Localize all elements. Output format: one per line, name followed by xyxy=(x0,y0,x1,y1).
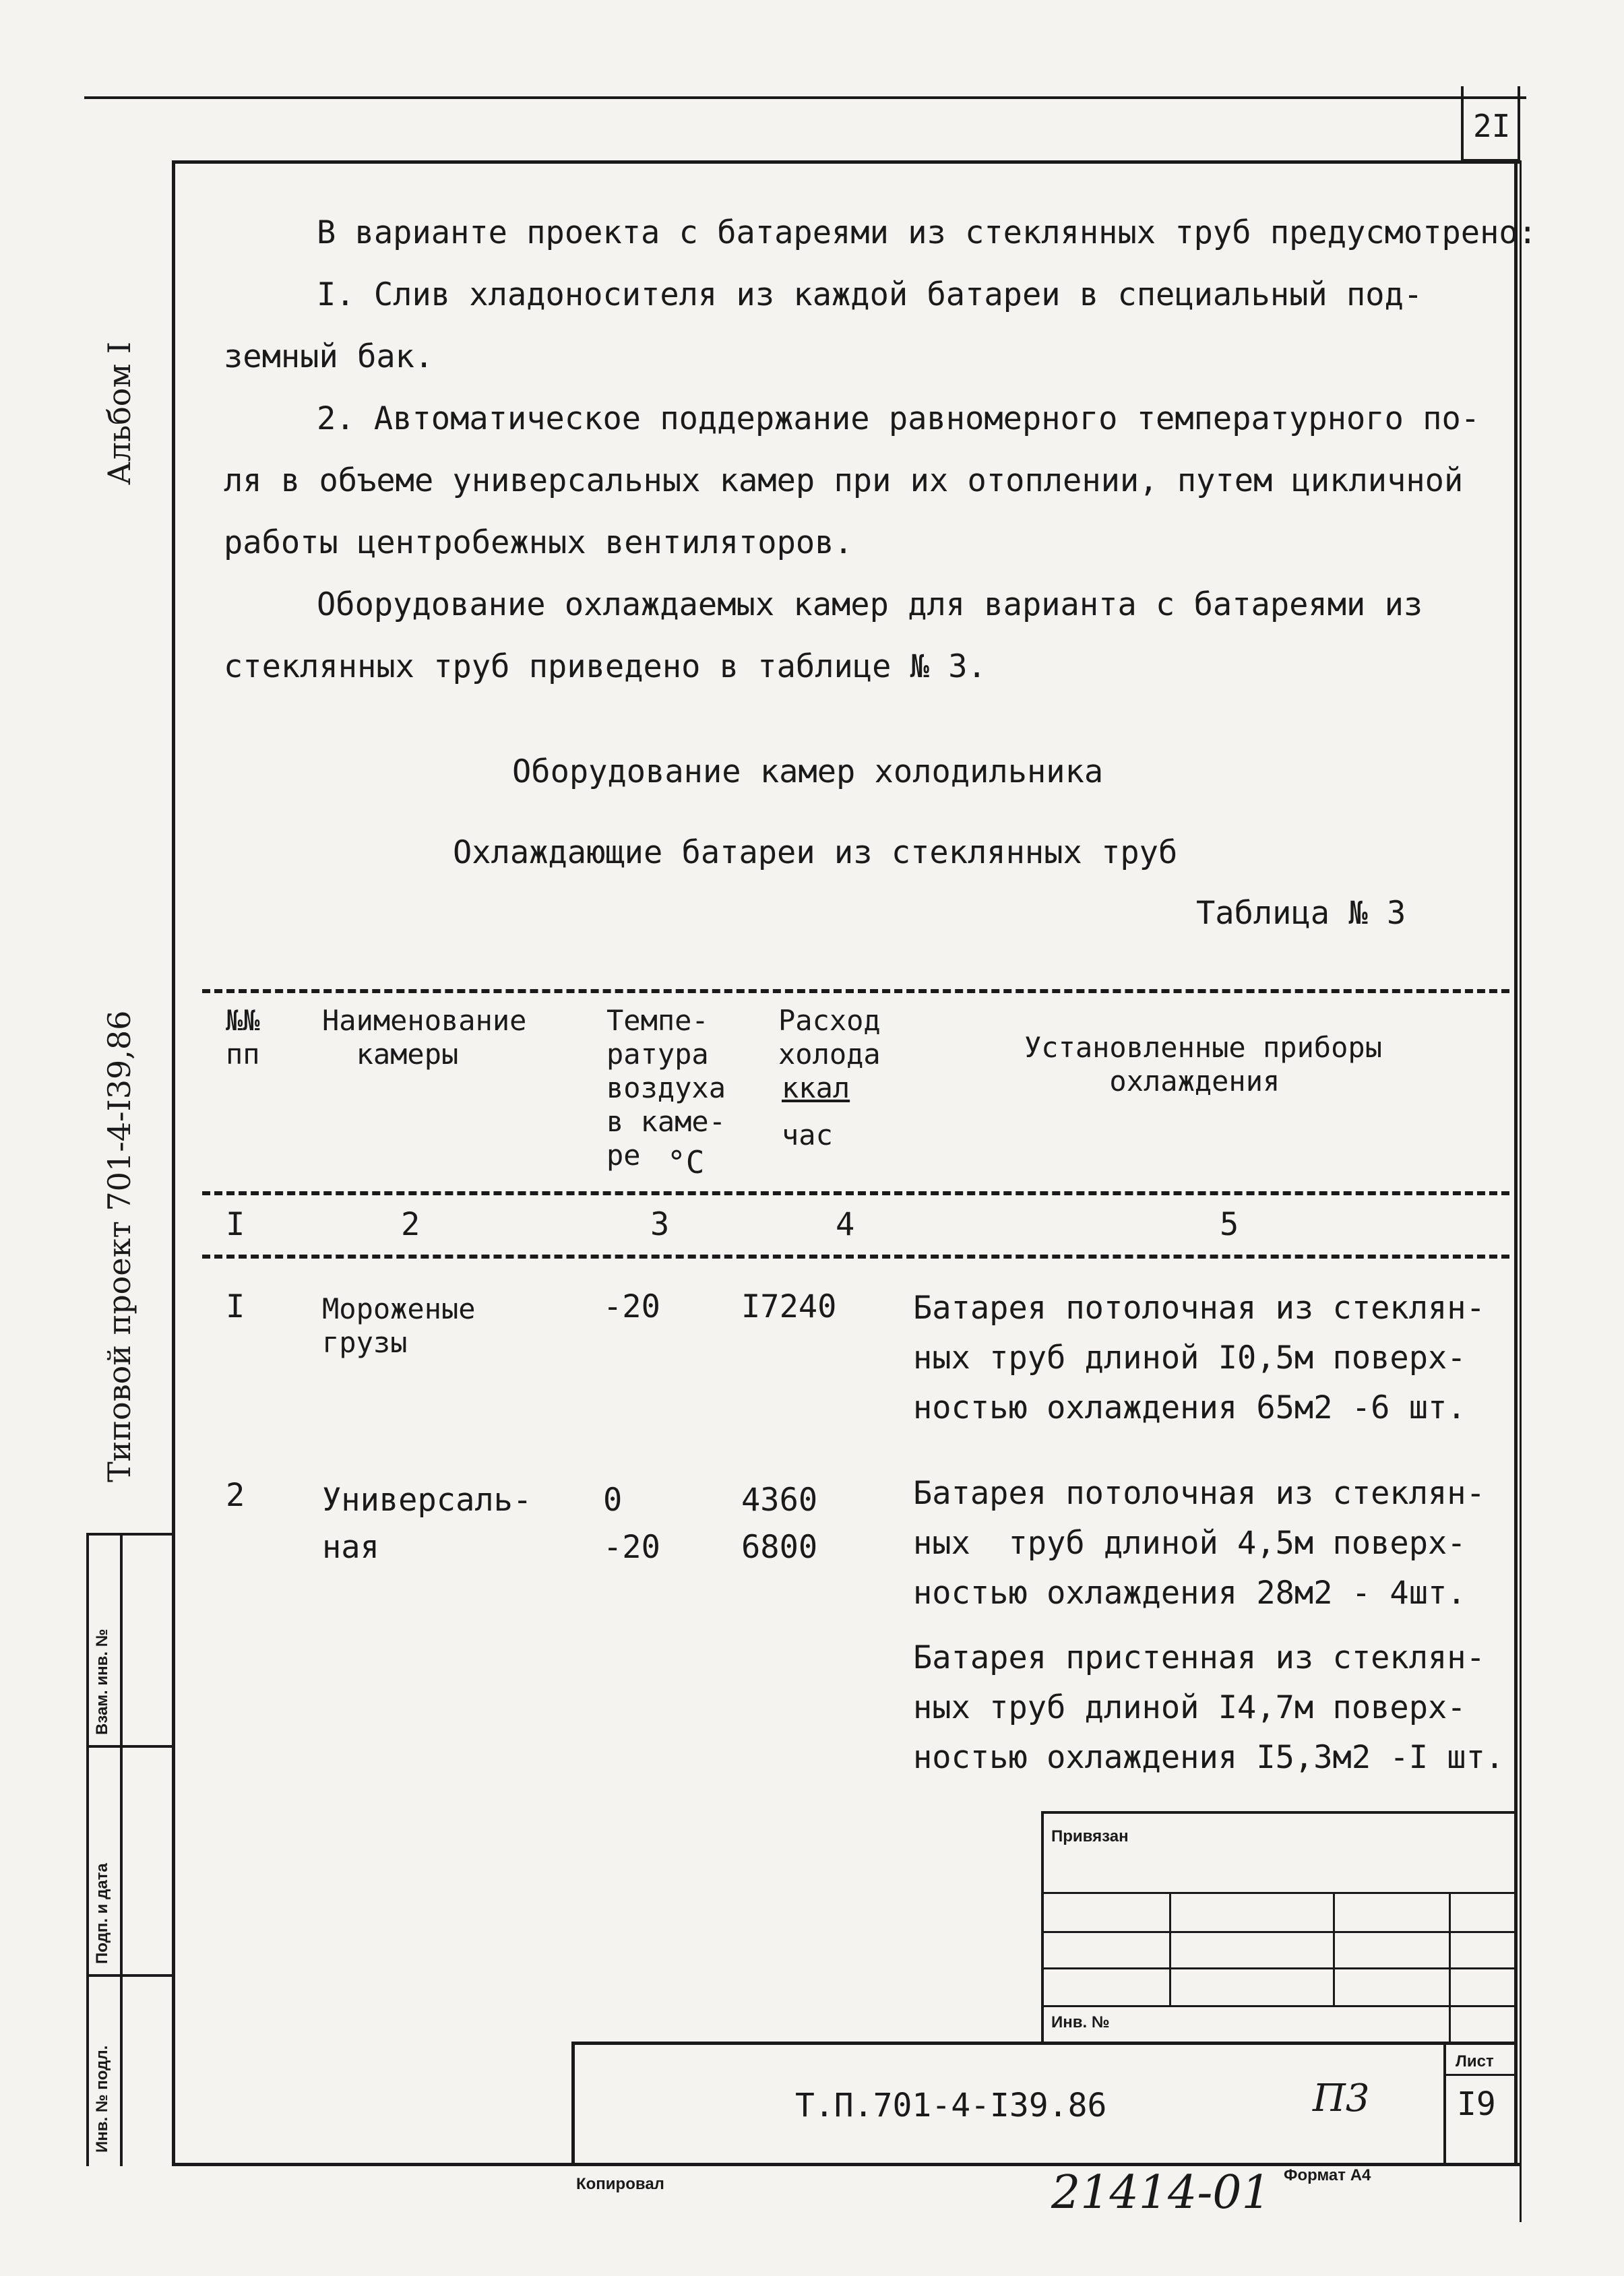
col-number-1: I xyxy=(226,1206,245,1243)
tb-row-3 xyxy=(1041,1967,1518,1969)
sheet-number: I9 xyxy=(1457,2085,1496,2123)
sheet-label: Лист xyxy=(1456,2052,1494,2070)
row-2-num: 2 xyxy=(226,1477,245,1514)
project-label: Типовой проект 701-4-I39,86 xyxy=(101,1010,137,1482)
paragraph-line-a: Оборудование охлаждаемых камер для варианта с батареями из xyxy=(317,586,1423,623)
tb-top xyxy=(1041,1811,1518,1814)
tb-col-1 xyxy=(1169,1892,1171,2005)
intro-line-1: В варианте проекта с батареями из стеклянных труб предусмотрено: xyxy=(317,214,1537,251)
top-rule xyxy=(84,96,1526,99)
row-2-devices: Батарея потолочная из стеклян- ных труб длиной 4,5м поверх- ностью охлаждения 28м2 - 4шт. xyxy=(913,1475,1485,1612)
row-2-name: Универсаль- ная xyxy=(322,1482,532,1566)
frame-left xyxy=(172,160,175,2165)
frame-right xyxy=(1514,160,1518,2165)
header-bottom-rule xyxy=(202,1191,1509,1195)
header-devices: Установленные приборы охлаждения xyxy=(1024,1031,1383,1098)
doc-code: Т.П.701-4-I39.86 xyxy=(795,2087,1107,2124)
row-1-temp: -20 xyxy=(603,1288,660,1325)
col-number-2: 2 xyxy=(401,1206,420,1243)
row-1-num: I xyxy=(226,1288,245,1325)
tb-col-2 xyxy=(1333,1892,1335,2005)
row-1-cold: I7240 xyxy=(741,1288,837,1325)
stamp-div-1 xyxy=(86,1745,174,1748)
tb-inv-label: Инв. № xyxy=(1051,2013,1110,2031)
item-2-line-c: работы центробежных вентиляторов. xyxy=(224,524,853,561)
paragraph-line-b: стеклянных труб приведено в таблице № 3. xyxy=(224,648,987,685)
section-code: П3 xyxy=(1313,2077,1370,2120)
table-caption: Таблица № 3 xyxy=(1196,895,1406,932)
header-temp: Темпе- ратура воздуха в каме- ре xyxy=(606,1004,726,1172)
item-1-line-b: земный бак. xyxy=(224,338,434,375)
col-number-4: 4 xyxy=(836,1206,855,1243)
col-number-5: 5 xyxy=(1220,1206,1239,1243)
item-2-line-a: 2. Автоматическое поддержание равномерного температурного по- xyxy=(317,400,1480,437)
row-1-name: Мороженые грузы xyxy=(322,1292,476,1359)
footer-copied: Копировал xyxy=(576,2175,664,2193)
stamp-strip-top xyxy=(86,1533,174,1536)
stamp-div-2 xyxy=(86,1974,174,1977)
sheet-box-div xyxy=(1443,2074,1518,2076)
header-cold-unit-top: ккал xyxy=(782,1071,850,1104)
tb-row-4 xyxy=(1041,2005,1518,2007)
stamp-strip-left xyxy=(86,1533,89,2166)
col-numbers-rule xyxy=(202,1255,1509,1259)
header-name: Наименование камеры xyxy=(322,1004,527,1071)
header-cold-unit-bottom: час xyxy=(782,1118,833,1151)
row-2-cold: 4360 6800 xyxy=(741,1482,818,1566)
main-strip-top xyxy=(571,2042,1518,2045)
page-number-box-left xyxy=(1461,86,1464,160)
frame-top xyxy=(172,160,1520,164)
stamp-label-replaced: Взам. инв. № xyxy=(93,1629,111,1735)
header-cold: Расход холода xyxy=(778,1004,881,1071)
page-number-box-right xyxy=(1518,86,1520,160)
row-2-temp: 0 -20 xyxy=(603,1482,660,1566)
tb-col-3 xyxy=(1449,1892,1451,2044)
album-label: Альбом I xyxy=(101,341,137,485)
stamp-label-original: Инв. № подл. xyxy=(93,2045,111,2153)
header-num: №№ пп xyxy=(226,1004,260,1071)
table-title: Оборудование камер холодильника xyxy=(512,753,1104,790)
sheet-box-left xyxy=(1443,2042,1446,2166)
tb-left xyxy=(1041,1811,1044,2044)
stamp-strip-mid xyxy=(120,1533,123,2166)
main-strip-left xyxy=(571,2042,575,2166)
handwritten-number: 21414-01 xyxy=(1051,2166,1271,2219)
row-2-devices-second: Батарея пристенная из стеклян- ных труб длиной I4,7м поверх- ностью охлаждения I5,3м2 -I шт. xyxy=(913,1639,1505,1776)
header-temp-unit: °C xyxy=(667,1144,705,1180)
tb-row-2 xyxy=(1041,1931,1518,1933)
tb-row-1 xyxy=(1041,1892,1518,1894)
stamp-label-signed: Подп. и дата xyxy=(93,1863,111,1964)
col-number-3: 3 xyxy=(650,1206,670,1243)
table-top-rule xyxy=(202,989,1509,993)
item-1-line-a: I. Слив хладоносителя из каждой батареи в специальный под- xyxy=(317,276,1423,313)
table-subtitle: Охлаждающие батареи из стеклянных труб xyxy=(453,834,1178,871)
tb-linked-label: Привязан xyxy=(1051,1827,1129,1845)
row-1-devices: Батарея потолочная из стеклян- ных труб длиной I0,5м поверх- ностью охлаждения 65м2 -6 шт. xyxy=(913,1290,1485,1426)
page-number: 2I xyxy=(1473,108,1511,144)
footer-format: Формат А4 xyxy=(1284,2166,1371,2184)
outer-right-rule xyxy=(1520,160,1522,2222)
item-2-line-b: ля в объеме универсальных камер при их отоплении, путем цикличной xyxy=(224,462,1464,499)
